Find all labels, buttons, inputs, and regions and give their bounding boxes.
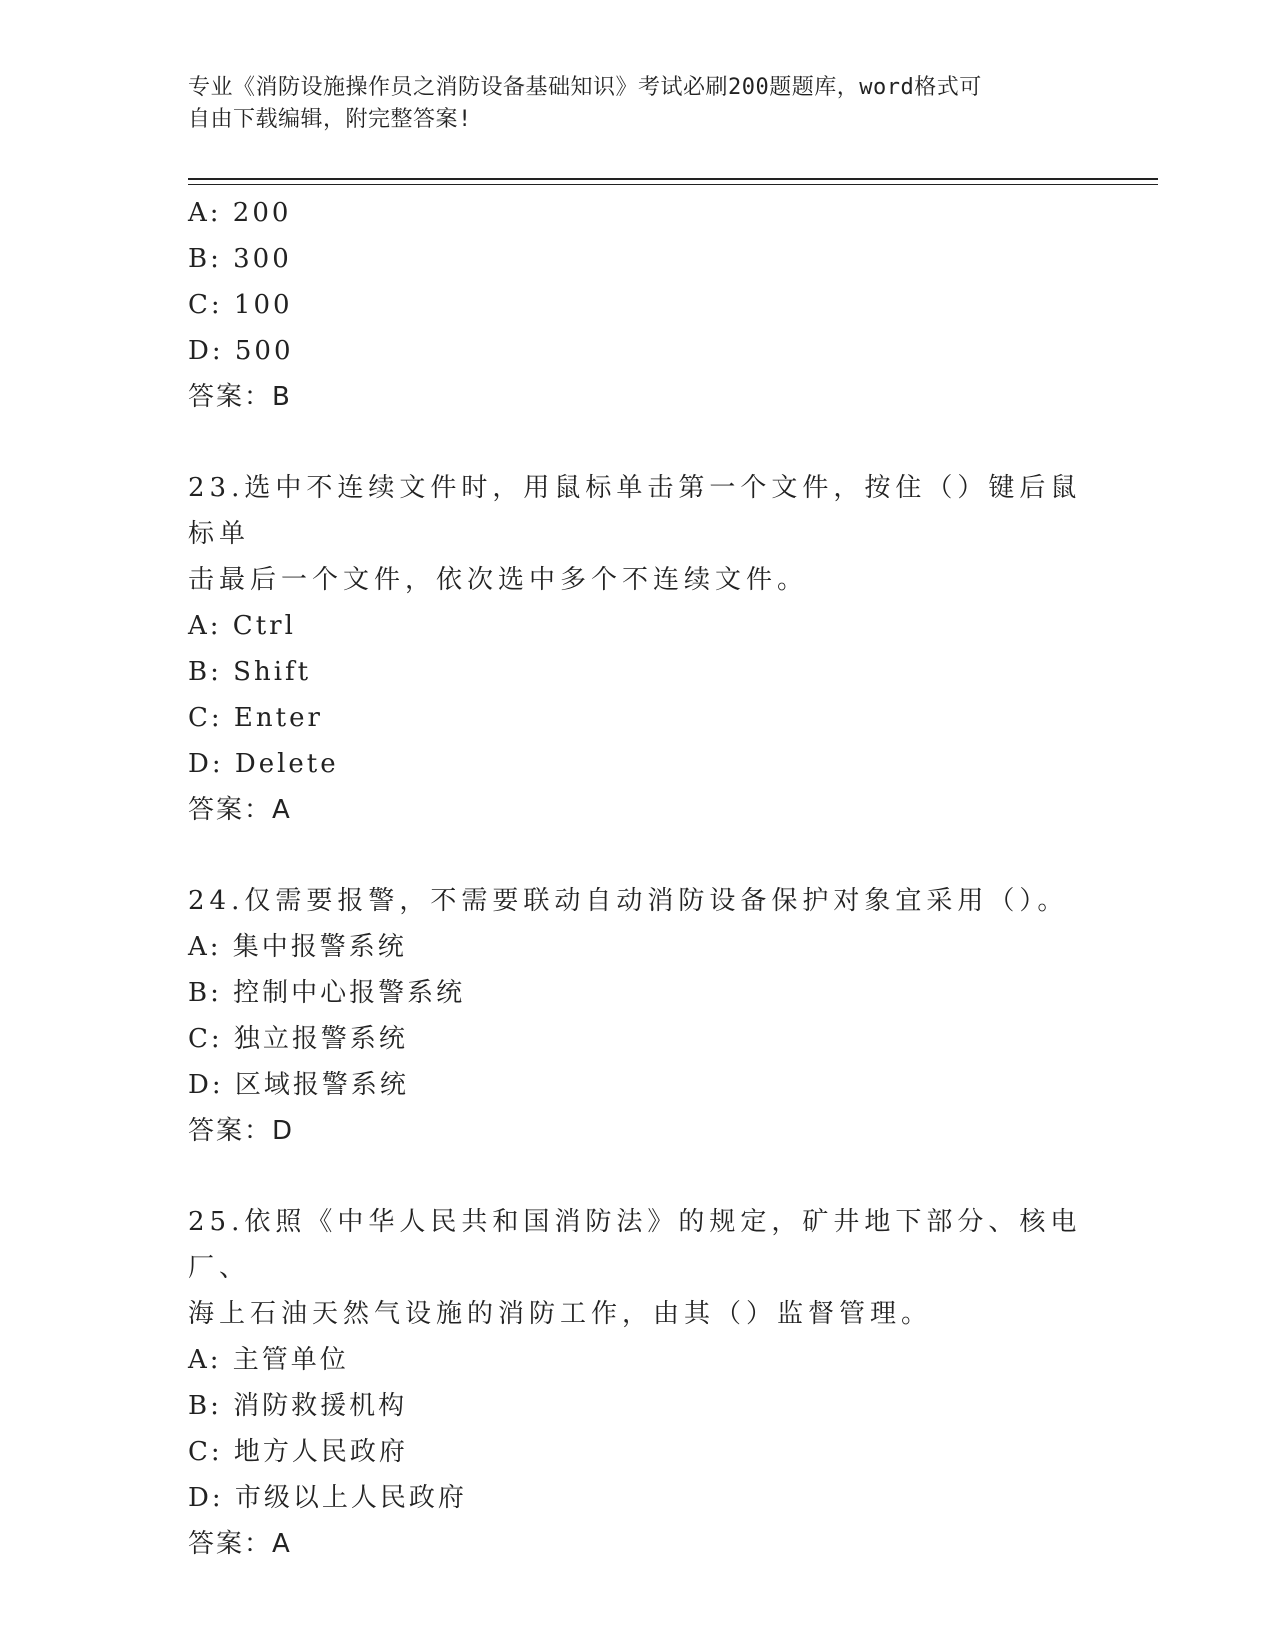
option-d: D: 500 <box>188 336 294 366</box>
option-a: A: 集中报警系统 <box>188 932 407 962</box>
question-stem-line-2: 击最后一个文件，依次选中多个不连续文件。 <box>188 565 809 595</box>
answer: 答案：B <box>188 382 292 412</box>
header-divider-thin <box>188 184 1158 185</box>
header-line-2: 自由下载编辑，附完整答案! <box>188 107 472 132</box>
option-b: B: 消防救援机构 <box>188 1391 408 1421</box>
option-d: D: 区域报警系统 <box>188 1070 409 1100</box>
question-24 <box>188 878 1088 1154</box>
option-d: D: 市级以上人民政府 <box>188 1483 467 1513</box>
question-stem-line-1: 25.依照《中华人民共和国消防法》的规定，矿井地下部分、核电厂、 <box>188 1207 1082 1283</box>
question-22 <box>188 190 1088 420</box>
option-a: A: 200 <box>188 198 292 228</box>
question-list <box>188 190 1088 1567</box>
question-stem-line-2: 海上石油天然气设施的消防工作，由其（）监督管理。 <box>188 1299 933 1329</box>
option-d: D: Delete <box>188 749 339 779</box>
option-c: C: 独立报警系统 <box>188 1024 408 1054</box>
option-c: C: 100 <box>188 290 293 320</box>
header-line-1: 专业《消防设施操作员之消防设备基础知识》考试必刷200题题库，word格式可 <box>188 75 982 100</box>
header-divider <box>188 178 1158 180</box>
option-b: B: Shift <box>188 657 312 687</box>
option-b: B: 控制中心报警系统 <box>188 978 466 1008</box>
question-stem-line-1: 23.选中不连续文件时，用鼠标单击第一个文件，按住（）键后鼠标单 <box>188 473 1082 549</box>
question-25 <box>188 1199 1088 1567</box>
question-23 <box>188 465 1088 833</box>
option-c: C: 地方人民政府 <box>188 1437 408 1467</box>
option-c: C: Enter <box>188 703 323 733</box>
document-header <box>188 72 1088 136</box>
option-a: A: Ctrl <box>188 611 296 641</box>
answer: 答案：D <box>188 1116 295 1146</box>
option-b: B: 300 <box>188 244 292 274</box>
question-stem-line-1: 24.仅需要报警，不需要联动自动消防设备保护对象宜采用（）。 <box>188 886 1069 916</box>
answer: 答案：A <box>188 795 292 825</box>
answer: 答案：A <box>188 1529 292 1559</box>
option-a: A: 主管单位 <box>188 1345 349 1375</box>
